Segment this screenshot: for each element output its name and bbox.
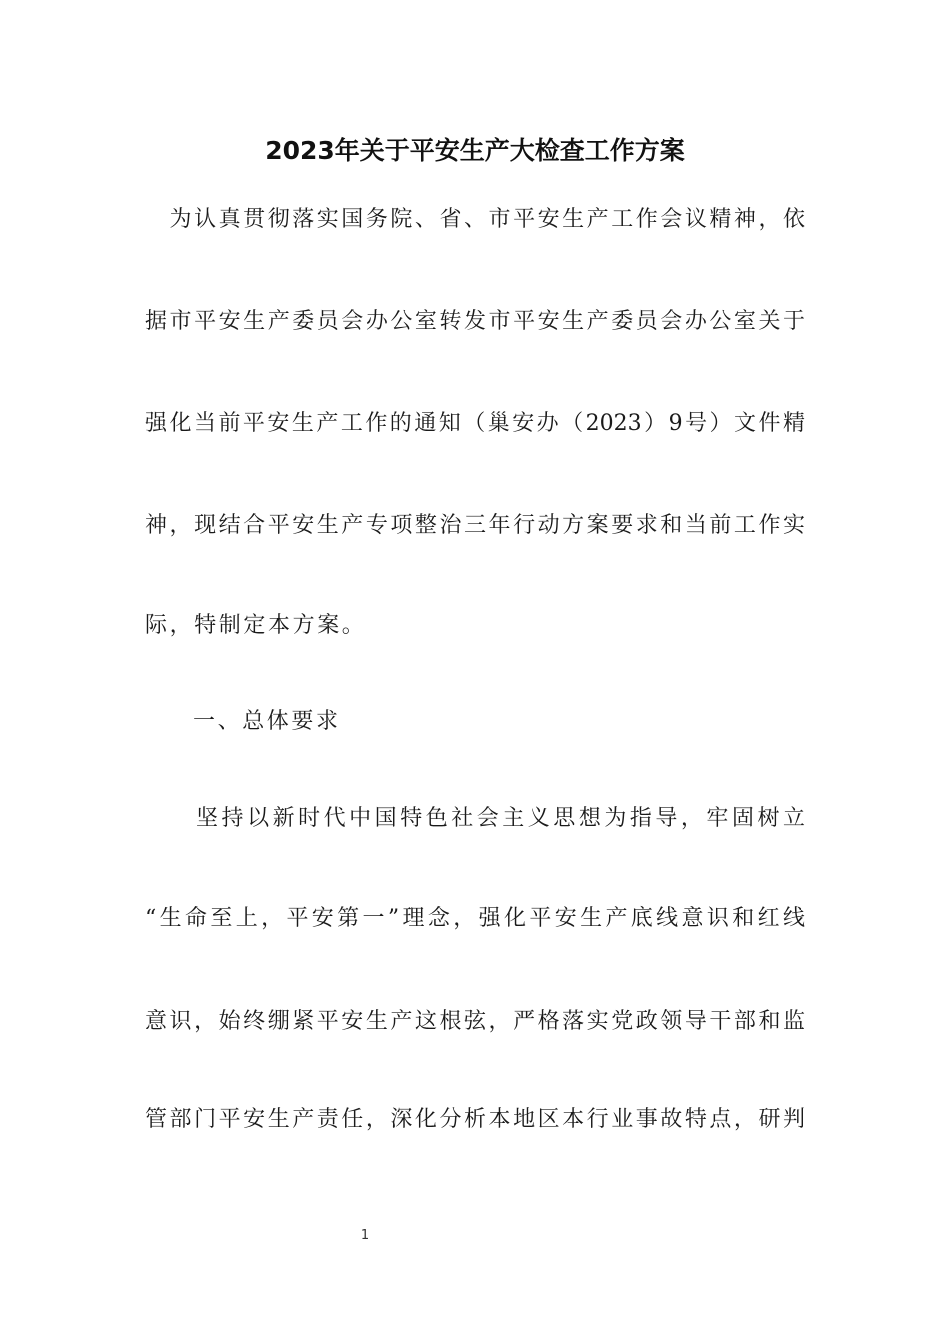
section-heading: 一、总体要求: [193, 709, 341, 734]
paragraph-line: 际，特制定本方案。: [145, 613, 367, 638]
paragraph-line: 神，现结合平安生产专项整治三年行动方案要求和当前工作实: [145, 513, 805, 538]
paragraph-line: 强化当前平安生产工作的通知（巢安办（2023）9号）文件精: [145, 411, 805, 436]
paragraph-line: “生命至上，平安第一”理念，强化平安生产底线意识和红线: [145, 906, 805, 931]
paragraph-line: 管部门平安生产责任，深化分析本地区本行业事故特点，研判: [145, 1107, 805, 1132]
paragraph-line: 为认真贯彻落实国务院、省、市平安生产工作会议精神，依: [145, 207, 805, 232]
document-title: 2023年关于平安生产大检查工作方案: [265, 136, 685, 165]
paragraph-line: 意识，始终绷紧平安生产这根弦，严格落实党政领导干部和监: [145, 1009, 805, 1034]
page-number: 1: [360, 1228, 370, 1243]
paragraph-line: 坚持以新时代中国特色社会主义思想为指导，牢固树立: [145, 806, 805, 831]
paragraph-line: 据市平安生产委员会办公室转发市平安生产委员会办公室关于: [145, 309, 805, 334]
